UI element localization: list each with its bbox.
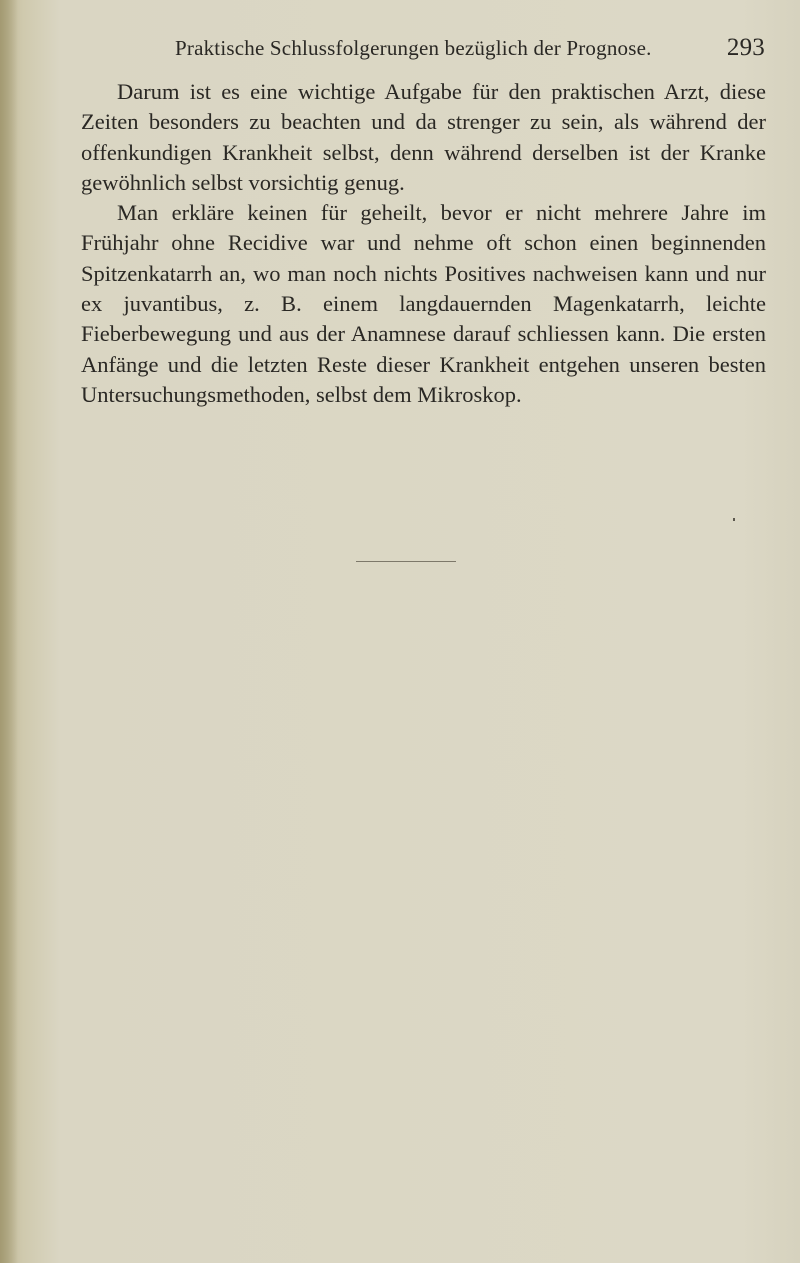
running-title: Praktische Schlussfolgerungen bezüglich der Prognose.	[175, 36, 652, 60]
paragraph-1: Darum ist es eine wichtige Aufgabe für den praktischen Arzt, diese Zeiten besonders zu beachten und da strenger zu sein, als während der offenkundigen Krankheit selbst, denn während derselben ist der Kranke gewöhnlich selbst vorsichtig genug.	[81, 79, 766, 195]
section-end-rule	[356, 561, 456, 562]
body-text	[81, 77, 766, 410]
running-head	[175, 34, 765, 66]
page-gutter-shadow	[0, 0, 18, 1263]
paragraph-2: Man erkläre keinen für geheilt, bevor er nicht mehrere Jahre im Frühjahr ohne Recidive war und nehme oft schon einen beginnenden Spitzenkatarrh an, wo man noch nichts Positives nachweisen kann und nur ex juvantibus, z. B. einem langdauernden Magenkatarrh, leichte Fieberbewegung und aus der Anamnese darauf schliessen kann. Die ersten Anfänge und die letzten Reste dieser Krankheit entgehen unseren besten Untersuchungsmethoden, selbst dem Mikroskop.	[81, 200, 766, 407]
ink-speck	[733, 518, 735, 521]
page-number: 293	[726, 34, 765, 61]
